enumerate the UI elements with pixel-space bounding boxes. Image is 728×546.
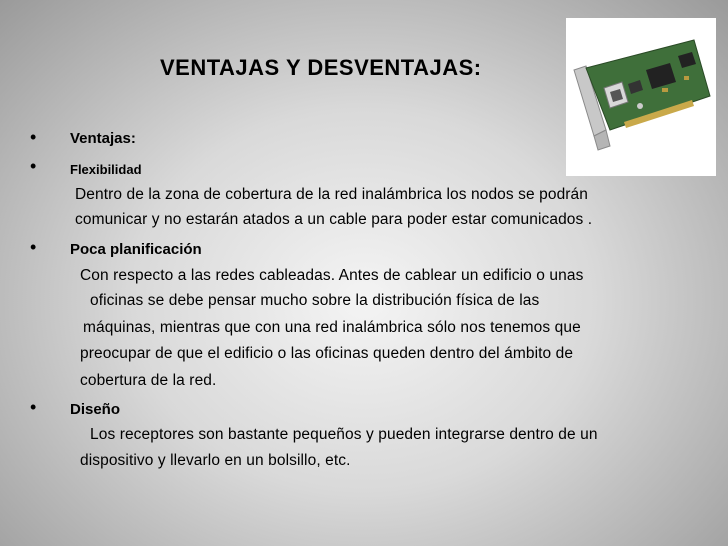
body-line: Dentro de la zona de cobertura de la red inalámbrica los nodos se podrán [75,186,588,203]
body-line: dispositivo y llevarlo en un bolsillo, etc. [80,452,351,469]
bullet-marker: • [30,127,37,147]
body-line: comunicar y no estarán atados a un cable para poder estar comunicados . [75,211,593,228]
bullet-marker: • [30,237,37,257]
bullet-marker: • [30,156,37,176]
heading-diseno: Diseño [70,401,121,418]
slide-title: VENTAJAS Y DESVENTAJAS: [160,55,482,80]
body-line: Con respecto a las redes cableadas. Antes de cablear un edificio o unas [80,267,584,284]
body-line: preocupar de que el edificio o las oficinas queden dentro del ámbito de [80,345,574,362]
bullet-marker: • [30,397,37,417]
network-card-icon [566,18,716,176]
body-line: máquinas, mientras que con una red inalámbrica sólo nos tenemos que [83,319,581,336]
heading-poca-planificacion: Poca planificación [70,241,202,258]
body-line: Los receptores son bastante pequeños y pueden integrarse dentro de un [90,426,598,443]
heading-ventajas: Ventajas: [70,130,136,147]
heading-flexibilidad: Flexibilidad [70,162,142,177]
body-line: oficinas se debe pensar mucho sobre la distribución física de las [90,292,540,309]
body-line: cobertura de la red. [80,372,217,389]
